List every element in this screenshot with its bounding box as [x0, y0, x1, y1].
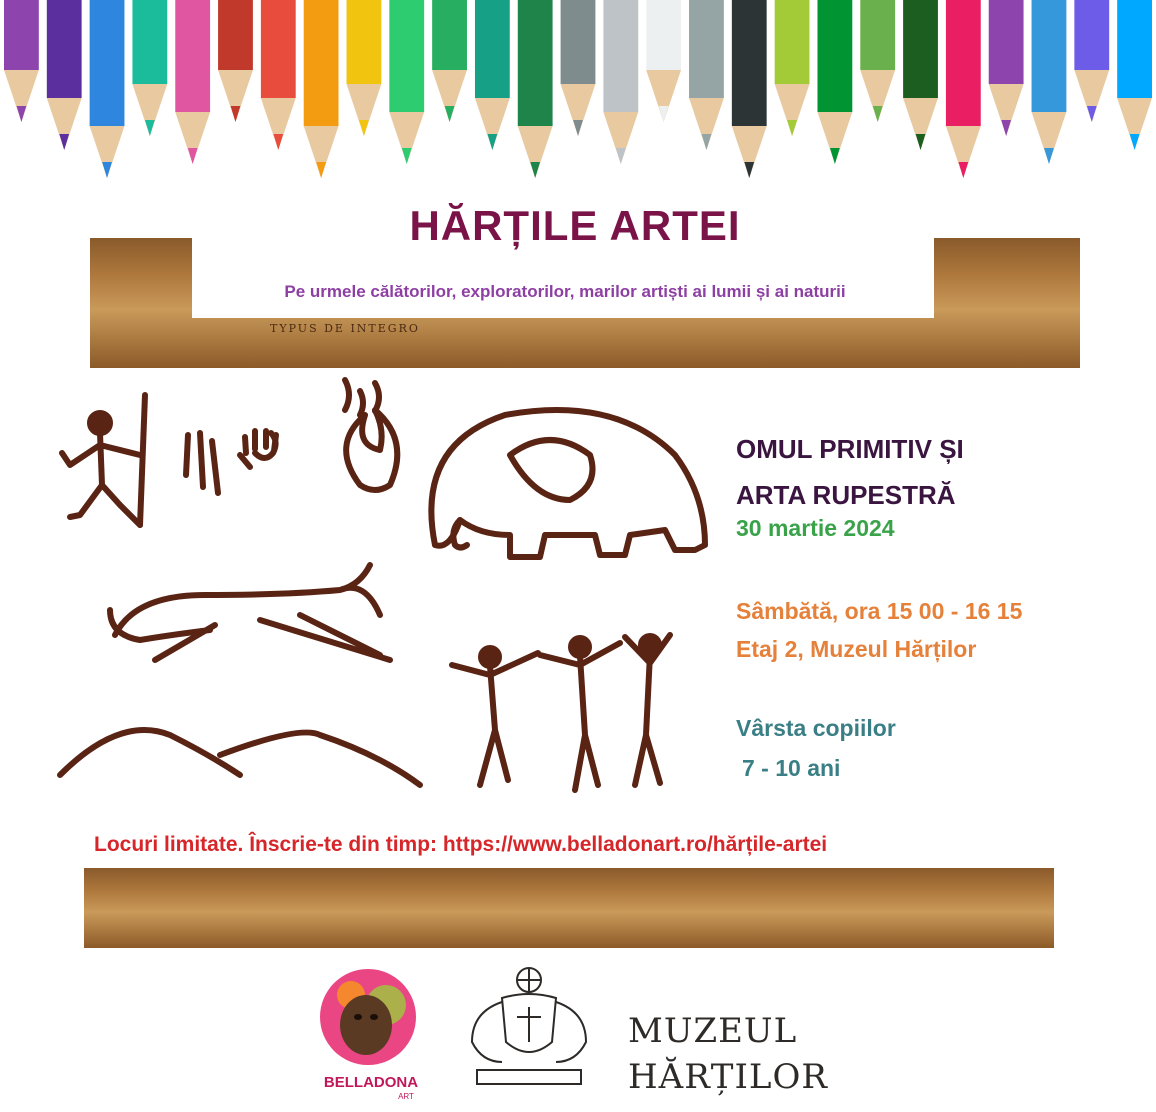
museum-name-line2: HĂRȚILOR	[628, 1057, 828, 1097]
age-range: 7 - 10 ani	[742, 755, 841, 781]
event-date: 30 martie 2024	[736, 515, 895, 541]
spear	[140, 395, 145, 525]
pencil	[989, 0, 1024, 136]
running-deer	[110, 565, 390, 660]
pencil	[689, 0, 724, 150]
age-label: Vârsta copiilor	[736, 715, 896, 741]
map-parchment-bottom	[84, 868, 1054, 948]
pencil	[903, 0, 938, 150]
map-caption: TYPUS DE INTEGRO	[270, 322, 420, 335]
belladona-logo-text: BELLADONA	[323, 1074, 419, 1091]
event-schedule	[736, 592, 1136, 668]
event-location: Etaj 2, Muzeul Hărților	[736, 636, 977, 662]
dancer-left	[452, 653, 538, 785]
hunter-figure	[62, 433, 140, 525]
museum-crest-icon	[462, 962, 596, 1092]
dog-portrait	[340, 995, 392, 1055]
pencil	[347, 0, 382, 136]
museum-name-line1: MUZEUL	[628, 1011, 798, 1051]
mammoth-ear	[510, 440, 593, 500]
age-info	[736, 708, 1136, 788]
pencil	[90, 0, 125, 178]
pencil	[1074, 0, 1109, 122]
pencil	[518, 0, 553, 178]
signup-notice[interactable]: Locuri limitate. Înscrie-te din timp: https://www.belladonart.ro/hărțile-artei	[94, 833, 828, 856]
pencil	[432, 0, 467, 122]
colored-pencils-banner	[0, 0, 1156, 200]
event-time: Sâmbătă, ora 15 00 - 16 15	[736, 598, 1023, 624]
pencil	[860, 0, 895, 122]
pencil	[775, 0, 810, 136]
pencil	[646, 0, 681, 122]
event-title-line1: OMUL PRIMITIV ȘI	[736, 434, 964, 464]
dancer-right	[625, 635, 670, 785]
pencil	[946, 0, 981, 178]
museum-name	[628, 1008, 828, 1100]
pencil	[132, 0, 167, 136]
pencil	[4, 0, 39, 122]
hunter-head	[90, 413, 110, 433]
claw-marks	[186, 433, 218, 493]
pencil	[175, 0, 210, 164]
page-subtitle: Pe urmele călătorilor, exploratorilor, marilor artiști ai lumii și ai naturii	[284, 282, 846, 301]
pencil	[1117, 0, 1152, 150]
cave-paintings-illustration	[40, 375, 730, 820]
dancer-middle	[540, 643, 620, 790]
fire	[346, 410, 397, 490]
mammoth-body	[431, 410, 705, 557]
pencil	[732, 0, 767, 178]
pencil	[817, 0, 852, 164]
handprint	[240, 431, 276, 467]
belladona-logo	[306, 965, 436, 1105]
pencil	[261, 0, 296, 150]
pencil	[475, 0, 510, 150]
mountains	[60, 730, 420, 785]
event-title	[736, 426, 1136, 518]
pencil	[304, 0, 339, 178]
pencil	[1032, 0, 1067, 164]
pencil	[389, 0, 424, 164]
pencil	[218, 0, 253, 122]
smoke	[345, 380, 379, 415]
belladona-logo-subtext: ART	[398, 1092, 414, 1101]
pencil	[561, 0, 596, 136]
pencil	[603, 0, 638, 164]
pencil	[47, 0, 82, 150]
page-title: HĂRȚILE ARTEI	[409, 202, 741, 249]
event-title-line2: ARTA RUPESTRĂ	[736, 480, 956, 510]
